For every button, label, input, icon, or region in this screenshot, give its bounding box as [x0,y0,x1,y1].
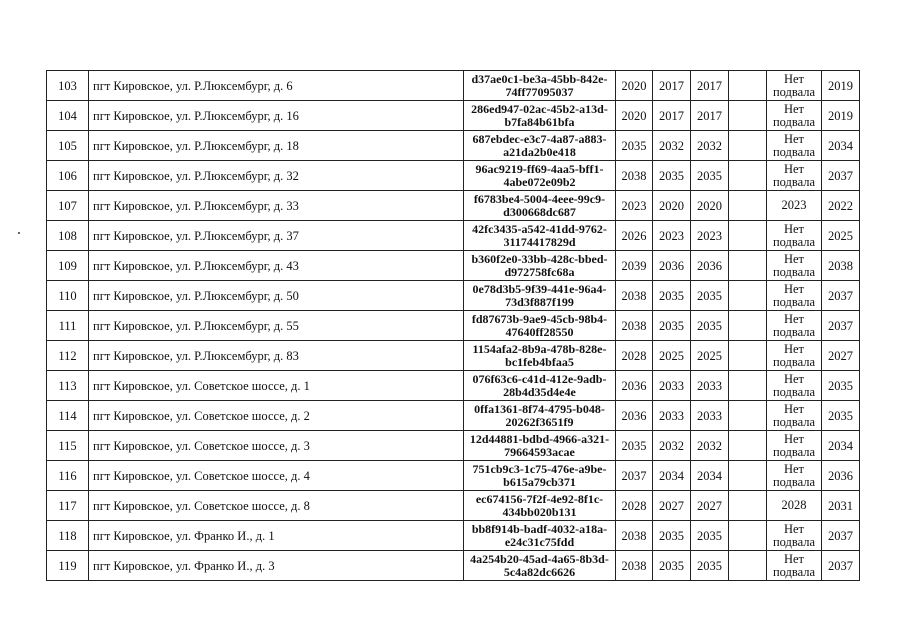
basement-cell: Нет подвала [767,101,822,131]
address-cell: пгт Кировское, ул. Советское шоссе, д. 2 [89,401,464,431]
basement-cell: 2023 [767,191,822,221]
year-cell-3: 2035 [691,311,729,341]
year-cell-3: 2032 [691,431,729,461]
guid-cell: fd87673b-9ae9-45cb-98b4-47640ff28550 [464,311,616,341]
guid-cell: 42fc3435-a542-41dd-9762-31174417829d [464,221,616,251]
year-cell-3: 2034 [691,461,729,491]
year-cell-1: 2037 [616,461,653,491]
basement-cell: Нет подвала [767,251,822,281]
year-cell-3: 2035 [691,551,729,581]
row-number: 108 [47,221,89,251]
year-cell-4 [729,401,767,431]
year-cell-1: 2036 [616,371,653,401]
year-cell-1: 2038 [616,281,653,311]
year-cell-3: 2033 [691,401,729,431]
basement-cell: Нет подвала [767,71,822,101]
year-cell-5: 2027 [822,341,860,371]
basement-cell: Нет подвала [767,131,822,161]
year-cell-2: 2035 [653,161,691,191]
guid-cell: 286ed947-02ac-45b2-a13d-b7fa84b61bfa [464,101,616,131]
year-cell-2: 2020 [653,191,691,221]
table-row [47,101,860,131]
address-cell: пгт Кировское, ул. Р.Люксембург, д. 43 [89,251,464,281]
year-cell-5: 2037 [822,161,860,191]
guid-cell: 687ebdec-e3c7-4a87-a883-a21da2b0e418 [464,131,616,161]
year-cell-1: 2039 [616,251,653,281]
year-cell-4 [729,551,767,581]
year-cell-4 [729,161,767,191]
guid-cell: f6783be4-5004-4eee-99c9-d300668dc687 [464,191,616,221]
year-cell-4 [729,311,767,341]
year-cell-1: 2038 [616,311,653,341]
row-number: 106 [47,161,89,191]
basement-cell: Нет подвала [767,461,822,491]
basement-cell: Нет подвала [767,371,822,401]
year-cell-5: 2022 [822,191,860,221]
guid-cell: 1154afa2-8b9a-478b-828e-bc1feb4bfaa5 [464,341,616,371]
year-cell-3: 2025 [691,341,729,371]
year-cell-3: 2017 [691,101,729,131]
address-cell: пгт Кировское, ул. Р.Люксембург, д. 37 [89,221,464,251]
guid-cell: b360f2e0-33bb-428c-bbed-d972758fc68a [464,251,616,281]
table-row [47,161,860,191]
year-cell-1: 2035 [616,431,653,461]
year-cell-2: 2035 [653,521,691,551]
row-number: 119 [47,551,89,581]
year-cell-2: 2033 [653,371,691,401]
year-cell-5: 2037 [822,311,860,341]
year-cell-2: 2034 [653,461,691,491]
year-cell-1: 2038 [616,521,653,551]
year-cell-5: 2037 [822,281,860,311]
year-cell-2: 2027 [653,491,691,521]
year-cell-2: 2035 [653,311,691,341]
guid-cell: 96ac9219-ff69-4aa5-bff1-4abe072e09b2 [464,161,616,191]
address-cell: пгт Кировское, ул. Р.Люксембург, д. 55 [89,311,464,341]
guid-cell: ec674156-7f2f-4e92-8f1c-434bb020b131 [464,491,616,521]
basement-cell: Нет подвала [767,281,822,311]
row-number: 116 [47,461,89,491]
year-cell-1: 2028 [616,491,653,521]
year-cell-3: 2032 [691,131,729,161]
year-cell-4 [729,461,767,491]
table-row [47,461,860,491]
table-row [47,251,860,281]
year-cell-2: 2035 [653,551,691,581]
year-cell-1: 2023 [616,191,653,221]
year-cell-4 [729,101,767,131]
table-row [47,131,860,161]
year-cell-3: 2035 [691,521,729,551]
year-cell-1: 2035 [616,131,653,161]
basement-cell: Нет подвала [767,521,822,551]
year-cell-4 [729,371,767,401]
year-cell-1: 2026 [616,221,653,251]
year-cell-3: 2023 [691,221,729,251]
year-cell-4 [729,281,767,311]
table-row [47,71,860,101]
address-cell: пгт Кировское, ул. Р.Люксембург, д. 18 [89,131,464,161]
address-cell: пгт Кировское, ул. Р.Люксембург, д. 33 [89,191,464,221]
row-number: 104 [47,101,89,131]
year-cell-5: 2035 [822,401,860,431]
housing-table [46,70,860,581]
row-number: 113 [47,371,89,401]
row-number: 107 [47,191,89,221]
year-cell-1: 2036 [616,401,653,431]
year-cell-2: 2036 [653,251,691,281]
table-row [47,521,860,551]
year-cell-2: 2032 [653,431,691,461]
year-cell-2: 2023 [653,221,691,251]
row-number: 109 [47,251,89,281]
row-number: 111 [47,311,89,341]
basement-cell: Нет подвала [767,551,822,581]
year-cell-2: 2017 [653,101,691,131]
row-number: 110 [47,281,89,311]
year-cell-1: 2038 [616,551,653,581]
year-cell-5: 2019 [822,71,860,101]
year-cell-4 [729,71,767,101]
address-cell: пгт Кировское, ул. Советское шоссе, д. 4 [89,461,464,491]
row-number: 115 [47,431,89,461]
year-cell-4 [729,131,767,161]
year-cell-4 [729,341,767,371]
scan-speck [18,232,20,234]
row-number: 118 [47,521,89,551]
guid-cell: 076f63c6-c41d-412e-9adb-28b4d35d4e4e [464,371,616,401]
address-cell: пгт Кировское, ул. Р.Люксембург, д. 6 [89,71,464,101]
year-cell-4 [729,221,767,251]
table-row [47,431,860,461]
year-cell-5: 2019 [822,101,860,131]
year-cell-3: 2035 [691,281,729,311]
address-cell: пгт Кировское, ул. Франко И., д. 3 [89,551,464,581]
year-cell-2: 2033 [653,401,691,431]
address-cell: пгт Кировское, ул. Р.Люксембург, д. 32 [89,161,464,191]
table-row [47,281,860,311]
basement-cell: Нет подвала [767,431,822,461]
year-cell-1: 2028 [616,341,653,371]
basement-cell: Нет подвала [767,221,822,251]
address-cell: пгт Кировское, ул. Р.Люксембург, д. 16 [89,101,464,131]
year-cell-5: 2037 [822,551,860,581]
year-cell-3: 2035 [691,161,729,191]
row-number: 103 [47,71,89,101]
table-row [47,221,860,251]
basement-cell: Нет подвала [767,341,822,371]
year-cell-3: 2033 [691,371,729,401]
table-row [47,371,860,401]
row-number: 112 [47,341,89,371]
year-cell-4 [729,521,767,551]
year-cell-5: 2037 [822,521,860,551]
year-cell-5: 2035 [822,371,860,401]
row-number: 114 [47,401,89,431]
table-row [47,551,860,581]
year-cell-4 [729,431,767,461]
year-cell-5: 2031 [822,491,860,521]
address-cell: пгт Кировское, ул. Советское шоссе, д. 1 [89,371,464,401]
year-cell-3: 2020 [691,191,729,221]
year-cell-3: 2036 [691,251,729,281]
basement-cell: Нет подвала [767,401,822,431]
year-cell-3: 2027 [691,491,729,521]
year-cell-2: 2035 [653,281,691,311]
address-cell: пгт Кировское, ул. Р.Люксембург, д. 50 [89,281,464,311]
year-cell-5: 2038 [822,251,860,281]
guid-cell: 4a254b20-45ad-4a65-8b3d-5c4a82dc6626 [464,551,616,581]
table-row [47,491,860,521]
year-cell-5: 2036 [822,461,860,491]
table-row [47,191,860,221]
year-cell-5: 2025 [822,221,860,251]
table-row [47,311,860,341]
basement-cell: Нет подвала [767,311,822,341]
table-row [47,401,860,431]
guid-cell: bb8f914b-badf-4032-a18a-e24c31c75fdd [464,521,616,551]
basement-cell: 2028 [767,491,822,521]
year-cell-2: 2025 [653,341,691,371]
document-page [46,70,860,581]
year-cell-5: 2034 [822,431,860,461]
year-cell-5: 2034 [822,131,860,161]
year-cell-3: 2017 [691,71,729,101]
guid-cell: 751cb9c3-1c75-476e-a9be-b615a79cb371 [464,461,616,491]
year-cell-2: 2032 [653,131,691,161]
row-number: 105 [47,131,89,161]
year-cell-4 [729,251,767,281]
guid-cell: d37ae0c1-be3a-45bb-842e-74ff77095037 [464,71,616,101]
basement-cell: Нет подвала [767,161,822,191]
year-cell-2: 2017 [653,71,691,101]
guid-cell: 12d44881-bdbd-4966-a321-79664593acae [464,431,616,461]
guid-cell: 0e78d3b5-9f39-441e-96a4-73d3f887f199 [464,281,616,311]
address-cell: пгт Кировское, ул. Р.Люксембург, д. 83 [89,341,464,371]
guid-cell: 0ffa1361-8f74-4795-b048-20262f3651f9 [464,401,616,431]
address-cell: пгт Кировское, ул. Советское шоссе, д. 8 [89,491,464,521]
row-number: 117 [47,491,89,521]
year-cell-1: 2038 [616,161,653,191]
table-body [47,71,860,581]
year-cell-1: 2020 [616,71,653,101]
year-cell-4 [729,191,767,221]
address-cell: пгт Кировское, ул. Франко И., д. 1 [89,521,464,551]
table-row [47,341,860,371]
year-cell-4 [729,491,767,521]
year-cell-1: 2020 [616,101,653,131]
address-cell: пгт Кировское, ул. Советское шоссе, д. 3 [89,431,464,461]
